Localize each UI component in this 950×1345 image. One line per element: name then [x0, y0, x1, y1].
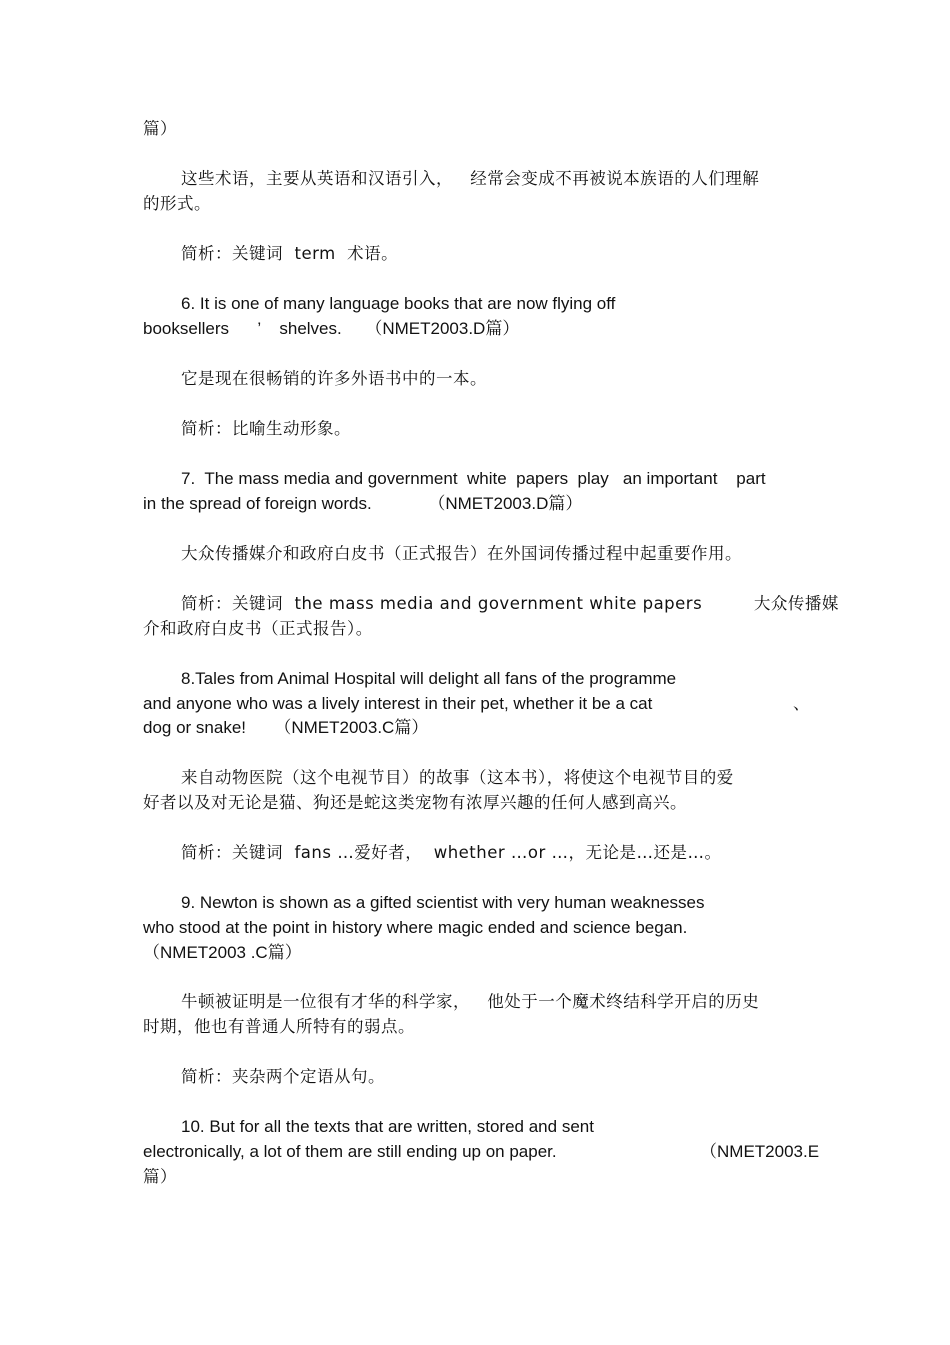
text-line: （NMET2003.E	[700, 1142, 820, 1161]
text-line: 来自动物医院（这个电视节目）的故事（这本书），将使这个电视节目的爱	[181, 768, 734, 787]
text-line: in the spread of foreign words. （NMET2003.D篇）	[143, 494, 583, 513]
text-line: 篇）	[143, 119, 177, 138]
text-line: 这些术语，主要从英语和汉语引入， 经常会变成不再被说本族语的人们理解	[181, 169, 760, 188]
text-line: 简析：比喻生动形象。	[181, 419, 351, 438]
text-line: 篇）	[143, 1167, 177, 1186]
text-line: 简析：关键词 term 术语。	[181, 244, 399, 263]
text-line: booksellers ’ shelves. （NMET2003.D篇）	[143, 319, 520, 338]
text-line: 介和政府白皮书（正式报告）。	[143, 619, 373, 638]
text-line: 时期，他也有普通人所特有的弱点。	[143, 1017, 415, 1036]
text-line: 它是现在很畅销的许多外语书中的一本。	[181, 369, 487, 388]
text-line: 简析：关键词 fans …爱好者， whether …or …，无论是…还是…。	[181, 843, 722, 862]
text-line: 9. Newton is shown as a gifted scientist with very human weaknesses	[181, 893, 705, 912]
text-line: 好者以及对无论是猫、狗还是蛇这类宠物有浓厚兴趣的任何人感到高兴。	[143, 793, 687, 812]
text-line: 6. It is one of many language books that are now flying off	[181, 294, 616, 313]
text-line: 简析：夹杂两个定语从句。	[181, 1067, 385, 1086]
text-line: 、	[793, 694, 810, 713]
text-line: 简析：关键词 the mass media and government white papers 大众传播媒	[181, 594, 839, 613]
text-line: 10. But for all the texts that are written, stored and sent	[181, 1117, 594, 1136]
text-line: 大众传播媒介和政府白皮书（正式报告）在外国词传播过程中起重要作用。	[181, 544, 742, 563]
text-line: who stood at the point in history where magic ended and science began.	[143, 918, 688, 937]
text-line: and anyone who was a lively interest in their pet, whether it be a cat	[143, 694, 653, 713]
text-line: 的形式。	[143, 194, 211, 213]
text-line: electronically, a lot of them are still ending up on paper.	[143, 1142, 557, 1161]
text-line: dog or snake! （NMET2003.C篇）	[143, 718, 429, 737]
text-line: 牛顿被证明是一位很有才华的科学家， 他处于一个魔术终结科学开启的历史	[181, 992, 760, 1011]
text-line: 7. The mass media and government white papers play an important part	[181, 469, 766, 488]
text-line: （NMET2003 .C篇）	[143, 943, 302, 962]
text-line: 8.Tales from Animal Hospital will delight all fans of the programme	[181, 669, 677, 688]
